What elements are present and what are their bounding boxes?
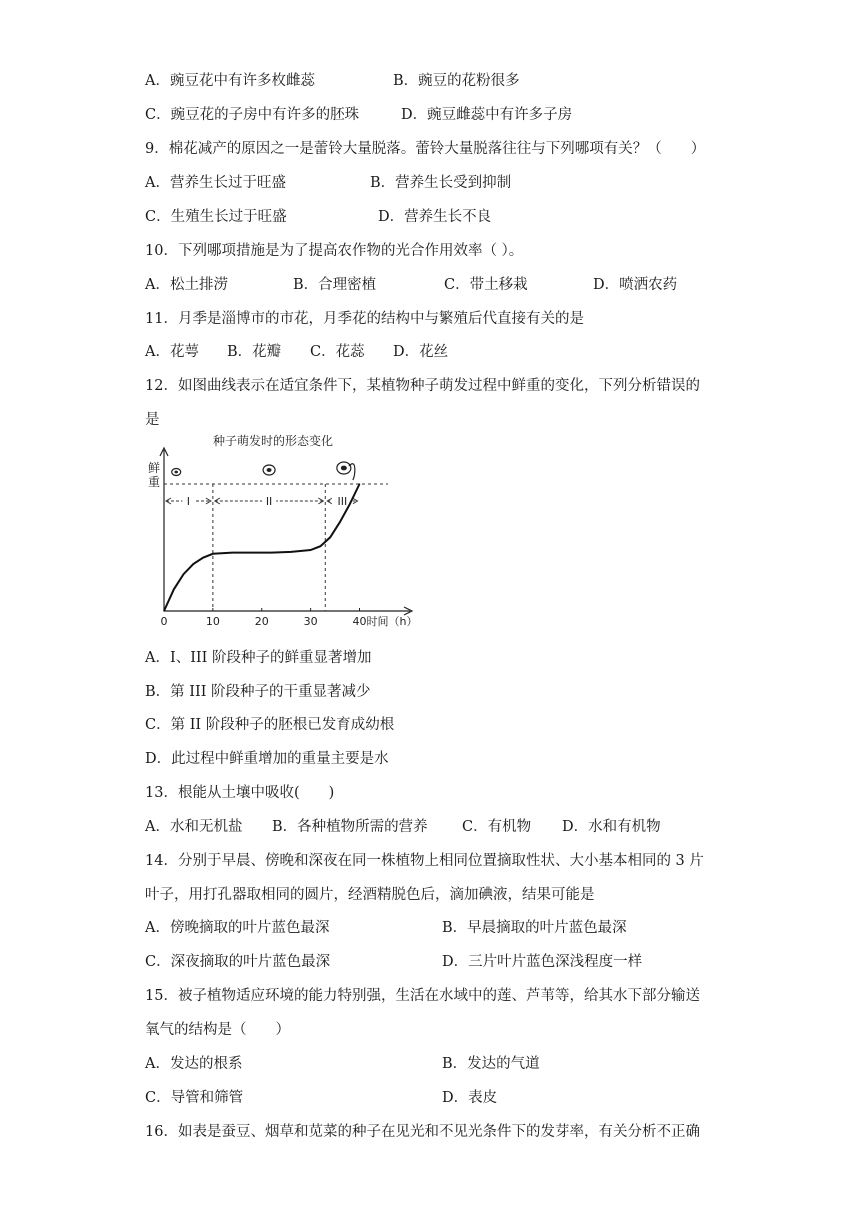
stage-label: III xyxy=(337,495,348,508)
q13-option-b: B．各种植物所需的营养 xyxy=(272,819,428,835)
stage-label: I xyxy=(186,495,191,508)
fresh-weight-point xyxy=(163,610,164,611)
q10-option-a: A．松土排涝 xyxy=(145,277,228,293)
fresh-weight-point xyxy=(173,589,174,590)
q8-option-c: C．豌豆花的子房中有许多的胚珠 xyxy=(145,107,360,123)
q15-stem-line2: 氧气的结构是（ ） xyxy=(145,1022,290,1038)
seed-stage2-icon-core xyxy=(267,468,272,472)
q9-option-b: B．营养生长受到抑制 xyxy=(370,175,512,191)
fresh-weight-point xyxy=(193,563,194,564)
q15-option-b: B．发达的气道 xyxy=(442,1056,540,1072)
seedling-stage3-icon-core xyxy=(341,466,347,471)
q10-stem: 10．下列哪项措施是为了提高农作物的光合作用效率（ ）。 xyxy=(145,243,524,259)
q13-option-d: D．水和有机物 xyxy=(562,819,661,835)
q9-stem: 9．棉花减产的原因之一是蕾铃大量脱落。蕾铃大量脱落往往与下列哪项有关？（ ） xyxy=(145,141,706,157)
q9-option-c: C．生殖生长过于旺盛 xyxy=(145,209,287,225)
x-tick-label: 30 xyxy=(303,615,318,628)
q14-stem-line1: 14．分别于早晨、傍晚和深夜在同一株植物上相同位置摘取性状、大小基本相同的 3 片 xyxy=(145,853,704,869)
seed-stage1-icon-core xyxy=(174,471,178,474)
q8-option-a: A．豌豆花中有许多枚雌蕊 xyxy=(145,73,315,89)
x-tick-label: 10 xyxy=(205,615,220,628)
q11-option-d: D．花丝 xyxy=(393,344,449,360)
q10-option-b: B．合理密植 xyxy=(293,277,377,293)
q11-option-c: C．花蕊 xyxy=(310,344,365,360)
q13-option-a: A．水和无机盐 xyxy=(145,819,243,835)
q11-option-a: A．花萼 xyxy=(145,344,199,360)
x-tick-label: 20 xyxy=(254,615,269,628)
q11-stem: 11．月季是淄博市的市花，月季花的结构中与繁殖后代直接有关的是 xyxy=(145,311,584,327)
fresh-weight-point xyxy=(183,574,184,575)
q14-option-a: A．傍晚摘取的叶片蓝色最深 xyxy=(145,920,330,936)
q10-option-c: C．带土移栽 xyxy=(444,277,528,293)
fresh-weight-point xyxy=(310,549,311,550)
q12-option-a: A．I、III 阶段种子的鲜重显著增加 xyxy=(145,650,372,666)
q8-option-b: B．豌豆的花粉很多 xyxy=(393,73,520,89)
fresh-weight-point xyxy=(271,552,272,553)
fresh-weight-point xyxy=(320,546,321,547)
q14-option-d: D．三片叶片蓝色深浅程度一样 xyxy=(442,954,643,970)
fresh-weight-point xyxy=(290,551,291,552)
chart-svg xyxy=(140,428,430,638)
q8-option-d: D．豌豆雌蕊中有许多子房 xyxy=(401,107,573,123)
seed-germination-chart xyxy=(140,428,430,638)
chart-title: 种子萌发时的形态变化 xyxy=(212,434,334,448)
q9-option-a: A．营养生长过于旺盛 xyxy=(145,175,286,191)
fresh-weight-point xyxy=(330,537,331,538)
q12-stem-line2: 是 xyxy=(145,412,160,428)
fresh-weight-point xyxy=(212,553,213,554)
fresh-weight-point xyxy=(232,552,233,553)
q13-option-c: C．有机物 xyxy=(462,819,532,835)
q12-option-b: B．第 III 阶段种子的干重显著减少 xyxy=(145,684,371,700)
q10-option-d: D．喷洒农药 xyxy=(593,277,678,293)
x-tick-label: 0 xyxy=(160,615,168,628)
fresh-weight-point xyxy=(339,522,340,523)
q15-stem-line1: 15．被子植物适应环境的能力特别强，生活在水域中的莲、芦苇等，给其水下部分输送 xyxy=(145,988,700,1004)
q15-option-d: D．表皮 xyxy=(442,1090,498,1106)
q14-stem-line2: 叶子，用打孔器取相同的圆片，经酒精脱色后，滴加碘液，结果可能是 xyxy=(145,887,595,903)
q15-option-c: C．导管和筛管 xyxy=(145,1090,244,1106)
q12-option-d: D．此过程中鲜重增加的重量主要是水 xyxy=(145,751,389,767)
stage-label: II xyxy=(265,495,273,508)
q12-stem-line1: 12．如图曲线表示在适宜条件下，某植物种子萌发过程中鲜重的变化，下列分析错误的 xyxy=(145,378,700,394)
fresh-weight-point xyxy=(251,552,252,553)
fresh-weight-point xyxy=(349,504,350,505)
q11-option-b: B．花瓣 xyxy=(227,344,282,360)
x-tick-label: 40 xyxy=(352,615,367,628)
q12-option-c: C．第 II 阶段种子的胚根已发育成幼根 xyxy=(145,717,395,733)
q13-stem: 13．根能从土壤中吸收( ) xyxy=(145,785,335,801)
q14-option-b: B．早晨摘取的叶片蓝色最深 xyxy=(442,920,627,936)
fresh-weight-point xyxy=(359,483,360,484)
q14-option-c: C．深夜摘取的叶片蓝色最深 xyxy=(145,954,331,970)
q16-stem: 16．如表是蚕豆、烟草和苋菜的种子在见光和不见光条件下的发芽率，有关分析不正确 xyxy=(145,1124,700,1140)
fresh-weight-point xyxy=(202,557,203,558)
q15-option-a: A．发达的根系 xyxy=(145,1056,243,1072)
chart-ylabel: 鲜重 xyxy=(148,461,161,489)
q9-option-d: D．营养生长不良 xyxy=(378,209,492,225)
chart-xlabel: 时间（h） xyxy=(366,615,418,628)
